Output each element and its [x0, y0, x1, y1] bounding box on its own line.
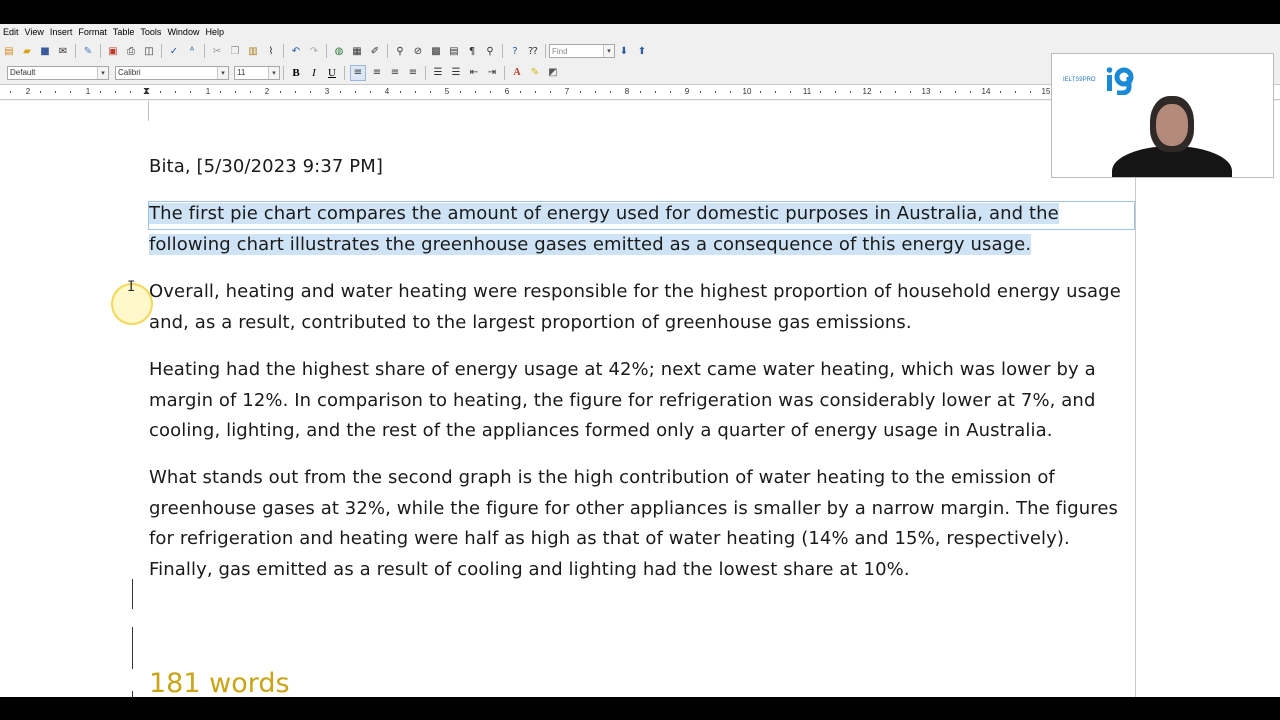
menu-table[interactable]: Table [112, 27, 135, 37]
ruler-label: 3 [324, 87, 330, 96]
zoom-icon[interactable]: ⚲ [486, 45, 494, 57]
font-size-select[interactable] [234, 66, 280, 80]
toolbar-separator [387, 44, 388, 58]
menu-help[interactable]: Help [205, 27, 224, 37]
ruler-tick [760, 91, 761, 93]
ruler-tick [220, 91, 221, 93]
ruler-tick [850, 91, 851, 93]
ruler-tick [775, 91, 776, 93]
ruler-tick [55, 91, 56, 93]
email-icon[interactable]: ✉ [58, 45, 68, 57]
ruler-tick [40, 91, 41, 93]
decrease-indent-icon[interactable]: ⇤ [469, 67, 479, 78]
bottom-black-bar [0, 697, 1280, 720]
ruler-tick [820, 91, 821, 93]
ruler-label: 14 [981, 87, 991, 96]
numbering-icon[interactable]: ☰ [433, 67, 443, 78]
ruler-label: 1 [205, 87, 211, 96]
menu-window[interactable]: Window [167, 27, 200, 37]
redo-icon[interactable]: ↷ [309, 45, 319, 57]
show-draw-icon[interactable]: ✐ [370, 45, 380, 57]
ruler-tick [415, 91, 416, 93]
whats-this-icon[interactable]: ⁇ [528, 45, 538, 57]
ruler-tick [70, 91, 71, 93]
ruler-tick [295, 91, 296, 93]
ruler-tick [955, 91, 956, 93]
text-boundary-mark [132, 579, 133, 609]
align-right-icon[interactable]: ≡ [390, 67, 400, 78]
increase-indent-icon[interactable]: ⇥ [487, 67, 497, 78]
page-margin-right [1135, 101, 1136, 697]
table-icon[interactable]: ▦ [352, 45, 362, 57]
toolbar-separator [161, 44, 162, 58]
ruler-tick [430, 91, 431, 93]
toolbar-separator [100, 44, 101, 58]
ruler-tick [610, 91, 611, 93]
ruler-tick [1015, 91, 1016, 93]
undo-icon[interactable]: ↶ [291, 45, 301, 57]
ruler-tick [340, 91, 341, 93]
gallery-icon[interactable]: ▩ [431, 45, 441, 57]
ruler-tick [835, 91, 836, 93]
ruler-tick [730, 91, 731, 93]
ruler-tick [280, 91, 281, 93]
menu-edit[interactable]: Edit [3, 27, 19, 37]
new-document-icon[interactable]: ▤ [4, 45, 14, 57]
ruler-tick [475, 91, 476, 93]
ruler-label: 9 [684, 87, 690, 96]
align-left-icon[interactable]: ≡ [350, 65, 366, 81]
paragraph-greenhouse-gases[interactable]: What stands out from the second graph is the high contribution of water heating to the emission of greenhouse gases at 32%, while the figure for other appliances is smaller by a narrow margin. The figures for refrigeration and heating were half as high as that of water heating (14% and 15%, respectively). Finally, gas emitted as a result of cooling and lighting had the lowest share at 10%. [149, 467, 1118, 581]
justify-icon[interactable]: ≡ [408, 67, 418, 78]
ruler-tick [910, 91, 911, 93]
ruler-label: 7 [564, 87, 570, 96]
document-workspace [0, 101, 1280, 697]
open-folder-icon[interactable]: ▰ [23, 45, 31, 57]
ruler-tick [700, 91, 701, 93]
page-margin-left [148, 101, 149, 121]
background-color-icon[interactable]: ◩ [548, 67, 558, 78]
ruler-tick [640, 91, 641, 93]
webcam-overlay [1051, 53, 1274, 178]
chevron-down-icon[interactable]: ▾ [97, 67, 108, 79]
toolbar-separator [344, 66, 345, 80]
paste-icon[interactable]: ▥ [248, 45, 258, 57]
ruler-tick [160, 91, 161, 93]
spellcheck-icon[interactable]: ✓ [169, 45, 179, 57]
ruler-tick [1030, 91, 1031, 93]
paragraph-energy-usage[interactable]: Heating had the highest share of energy usage at 42%; next came water heating, which was lower by a margin of 12%. In comparison to heating, the figure for refrigeration was considerably lower at 7%, and cooling, lighting, and the rest of the appliances formed only a quarter of energy usage in Australia. [149, 359, 1096, 442]
find-placeholder: Find [552, 46, 568, 56]
text-cursor-icon: I [127, 279, 136, 295]
ruler-tick [940, 91, 941, 93]
word-count-text: 181 words [149, 668, 290, 697]
toolbar-separator [283, 66, 284, 80]
format-paintbrush-icon[interactable]: ⌇ [268, 45, 274, 57]
toolbar-separator [75, 44, 76, 58]
chevron-down-icon[interactable]: ▾ [603, 45, 614, 57]
formatting-marks-icon[interactable]: ¶ [468, 45, 476, 57]
toolbar-separator [504, 66, 505, 80]
presenter-face [1156, 104, 1188, 146]
ruler-label: 2 [25, 87, 31, 96]
ruler-label: 15 [1041, 87, 1051, 96]
ruler-tick [100, 91, 101, 93]
data-sources-icon[interactable]: ▤ [449, 45, 459, 57]
ruler-tick [115, 91, 116, 93]
ruler-tick [655, 91, 656, 93]
find-replace-icon[interactable]: ⚲ [396, 45, 404, 57]
toolbar-separator [204, 44, 205, 58]
ruler-label: 11 [802, 87, 812, 96]
font-color-icon[interactable]: A [513, 67, 521, 78]
underline-button[interactable]: U [328, 66, 336, 79]
ruler-tick [880, 91, 881, 93]
ruler-tick [355, 91, 356, 93]
help-icon[interactable]: ? [512, 45, 518, 57]
ruler-tick [175, 91, 176, 93]
export-pdf-icon[interactable]: ▣ [108, 45, 118, 57]
ruler-tick [460, 91, 461, 93]
ruler-label: 6 [504, 87, 510, 96]
edit-mode-icon[interactable]: ✎ [83, 45, 93, 57]
save-icon[interactable]: ■ [40, 45, 50, 57]
ruler-tick [790, 91, 791, 93]
ruler-tick [580, 91, 581, 93]
cut-icon[interactable]: ✂ [212, 45, 222, 57]
italic-button[interactable]: I [312, 66, 316, 79]
toolbar-separator [545, 44, 546, 58]
ruler-tick [190, 91, 191, 93]
ruler-label: 10 [742, 87, 752, 96]
menu-view[interactable]: View [24, 27, 44, 37]
ruler-label: 12 [862, 87, 872, 96]
ruler-tick [970, 91, 971, 93]
word-processor-window [0, 24, 1280, 697]
align-center-icon[interactable]: ≡ [372, 67, 382, 78]
chevron-down-icon[interactable]: ▾ [217, 67, 228, 79]
toolbar-separator [425, 66, 426, 80]
chevron-down-icon[interactable]: ▾ [268, 67, 279, 79]
ruler-tick [235, 91, 236, 93]
ruler-tick [895, 91, 896, 93]
menu-format[interactable]: Format [78, 27, 107, 37]
ruler-tick [310, 91, 311, 93]
selected-text[interactable]: The first pie chart compares the amount of energy used for domestic purposes in Australia, and the following chart illustrates the greenhouse gases emitted as a consequence of this energy usage. [149, 203, 1059, 255]
ruler-tick [715, 91, 716, 93]
indent-marker-icon[interactable]: ⧗ [143, 86, 151, 97]
find-previous-icon[interactable]: ⬆ [637, 45, 647, 57]
menu-tools[interactable]: Tools [140, 27, 162, 37]
print-icon[interactable]: ⎙ [127, 45, 135, 57]
print-preview-icon[interactable]: ◫ [144, 45, 154, 57]
ruler-tick [1000, 91, 1001, 93]
navigator-icon[interactable]: ⊘ [413, 45, 423, 57]
ruler-tick [130, 91, 131, 93]
menu-insert[interactable]: Insert [49, 27, 73, 37]
find-next-icon[interactable]: ⬇ [619, 45, 629, 57]
selected-paragraph[interactable] [149, 199, 1129, 260]
find-input[interactable] [549, 44, 615, 58]
ruler-tick [520, 91, 521, 93]
paragraph-overview[interactable]: Overall, heating and water heating were responsible for the highest proportion of household energy usage and, as a result, contributed to the largest proportion of greenhouse gas emissions. [149, 281, 1121, 333]
ruler-tick [670, 91, 671, 93]
toolbar-separator [283, 44, 284, 58]
ruler-label: 1 [85, 87, 91, 96]
ruler-tick [250, 91, 251, 93]
autospellcheck-icon[interactable]: ᴬ [189, 45, 195, 57]
ruler-tick [535, 91, 536, 93]
copy-icon[interactable]: ❐ [230, 45, 240, 57]
bullets-icon[interactable]: ☰ [451, 67, 461, 78]
author-line[interactable]: Bita, [5/30/2023 9:37 PM] [149, 156, 383, 177]
ruler-label: 8 [624, 87, 630, 96]
brand-logo-text: IELTS9PRO [1063, 77, 1096, 83]
text-boundary-mark [132, 627, 133, 669]
highlight-icon[interactable]: ✎ [530, 67, 540, 78]
font-name-select[interactable] [115, 66, 229, 80]
ruler-tick [400, 91, 401, 93]
ruler-tick [595, 91, 596, 93]
ruler-tick [370, 91, 371, 93]
menu-bar [0, 24, 1280, 40]
paragraph-style-value: Default [10, 68, 36, 77]
ruler-tick [550, 91, 551, 93]
ruler-label: 4 [384, 87, 390, 96]
ruler-tick [10, 91, 11, 93]
paragraph-style-select[interactable] [7, 66, 109, 80]
toolbar-separator [502, 44, 503, 58]
bold-button[interactable]: B [292, 66, 300, 79]
font-size-value: 11 [237, 68, 246, 77]
font-name-value: Calibri [118, 68, 141, 77]
ruler-label: 13 [921, 87, 931, 96]
ruler-tick [490, 91, 491, 93]
i9-logo-icon [1105, 65, 1135, 95]
ruler-label: 5 [444, 87, 450, 96]
top-black-bar [0, 0, 1280, 24]
hyperlink-icon[interactable]: ◍ [334, 45, 344, 57]
ruler-label: 2 [264, 87, 270, 96]
toolbar-separator [326, 44, 327, 58]
